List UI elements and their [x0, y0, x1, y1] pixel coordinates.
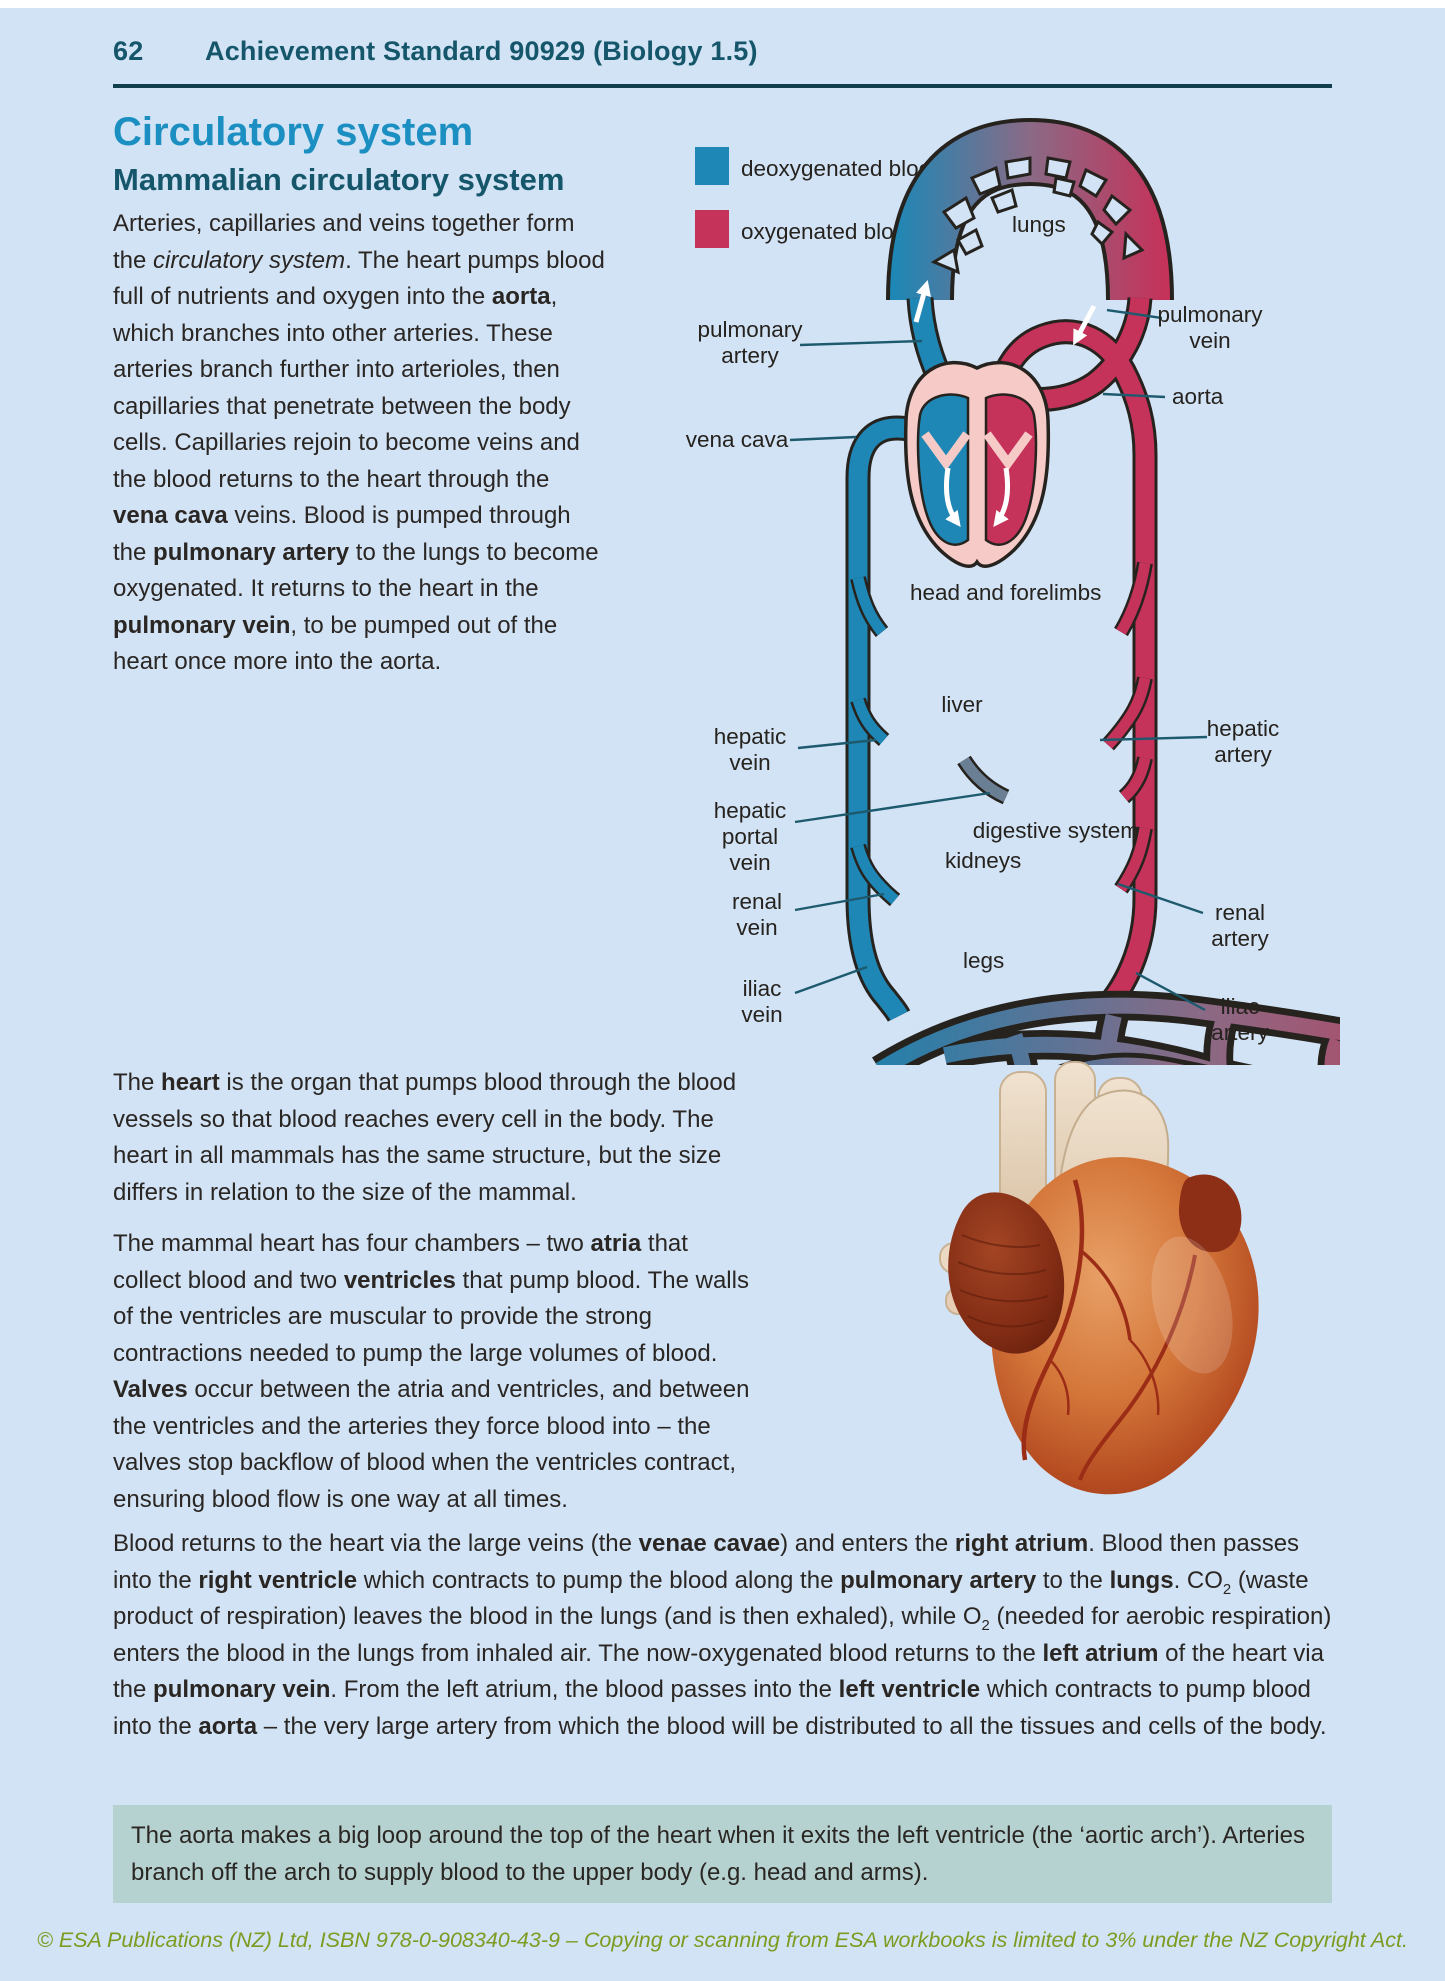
paragraph-blood-path: Blood returns to the heart via the large veins (the venae cavae) and enters the right atrium. Blood then passes into the right ventricle which contracts to pump the blood along the pulmonary artery to the lungs. $CO_2$ (waste product of respiration) leaves the blood in the lungs (and is then exhaled), while $O_2$ (needed for aerobic respiration) enters the blood in the lungs from inhaled air. The now-oxygenated blood returns to the left atrium of the heart via the pulmonary vein. From the left atrium, the blood passes into the left ventricle which contracts to pump blood into the aorta – the very large artery from which the blood will be distributed to all the tissues and cells of the body.: [113, 1530, 1332, 1740]
label-renal-vein: renal: [731, 889, 783, 914]
label-iliac-artery: iliac: [1220, 994, 1260, 1019]
svg-text:vein: vein: [741, 1002, 783, 1027]
label-legs: legs: [963, 948, 1005, 973]
label-hepatic-portal-vein: hepatic: [713, 798, 787, 823]
legend-swatch-deoxygenated: [695, 147, 729, 185]
paragraph-four-chambers: The mammal heart has four chambers – two atria that collect blood and two ventricles that pump blood. The walls of the ventricles are muscular to provide the strong contractions needed to pump the large volumes of blood. Valves occur between the atria and ventricles, and between the ventricles and the arteries they force blood into – the valves stop backflow of blood when the ventricles contract, ensuring blood flow is one way at all times.: [113, 1230, 750, 1513]
label-hepatic-artery: hepatic: [1206, 716, 1280, 741]
circulatory-system-diagram: [680, 100, 1340, 1065]
legend-label-deoxygenated: deoxygenated blood: [741, 156, 944, 181]
legend-label-oxygenated: oxygenated blood: [741, 219, 919, 244]
legend-swatch-oxygenated: [695, 210, 729, 248]
label-aorta: aorta: [1172, 384, 1224, 409]
label-kidneys: kidneys: [945, 848, 1022, 873]
section-title: Circulatory system: [113, 110, 474, 154]
page-top-edge: [0, 0, 1445, 8]
paragraph-intro: Arteries, capillaries and veins together form the circulatory system. The heart pumps blood full of nutrients and oxygen into the aorta, which branches into other arteries. These arteries branch further into arterioles, then capillaries that penetrate between the body cells. Capillaries rejoin to become veins and the blood returns to the heart through the vena cava veins. Blood is pumped through the pulmonary artery to the lungs to become oxygenated. It returns to the heart in the pulmonary vein, to be pumped out of the heart once more into the aorta.: [113, 210, 605, 675]
paragraph-heart-organ: The heart is the organ that pumps blood through the blood vessels so that blood reaches every cell in the body. The heart in all mammals has the same structure, but the size differs in relation to the size of the mammal.: [113, 1069, 737, 1206]
subsection-title: Mammalian circulatory system: [113, 162, 565, 197]
label-vena-cava: vena cava: [685, 427, 789, 452]
svg-text:artery: artery: [721, 343, 779, 368]
copyright-footer: © ESA Publications (NZ) Ltd, ISBN 978-0-908340-43-9 – Copying or scanning from ESA workbooks is limited to 3% under the NZ Copyright Act.: [37, 1928, 1408, 1952]
svg-text:portal: portal: [721, 824, 779, 849]
label-iliac-vein: iliac: [742, 976, 782, 1001]
label-pulmonary-vein: pulmonary: [1157, 302, 1263, 327]
label-hepatic-vein: hepatic: [713, 724, 787, 749]
label-lungs: lungs: [1012, 212, 1066, 237]
label-head-forelimbs: head and forelimbs: [910, 580, 1102, 605]
diagram-labels: [686, 212, 1280, 1045]
page-header-title: Achievement Standard 90929 (Biology 1.5): [205, 36, 758, 66]
svg-text:vein: vein: [729, 750, 771, 775]
capillary-networks: [880, 1006, 1340, 1065]
svg-text:vein: vein: [729, 850, 771, 875]
header-rule: [113, 84, 1332, 88]
aortic-arch-note: The aorta makes a big loop around the top of the heart when it exits the left ventricle (the ‘aortic arch’). Arteries branch off the arch to supply blood to the upper body (e.g. head and arms).: [113, 1805, 1332, 1903]
svg-text:vein: vein: [736, 915, 778, 940]
svg-text:artery: artery: [1211, 1020, 1269, 1045]
label-pulmonary-artery: pulmonary: [697, 317, 803, 342]
svg-text:artery: artery: [1211, 926, 1269, 951]
heart-photo-illustration: [935, 1060, 1290, 1510]
label-digestive-system: digestive system: [972, 818, 1139, 843]
label-liver: liver: [941, 692, 983, 717]
label-renal-artery: renal: [1214, 900, 1266, 925]
svg-text:vein: vein: [1189, 328, 1231, 353]
page-number: 62: [113, 36, 144, 66]
svg-text:artery: artery: [1214, 742, 1272, 767]
